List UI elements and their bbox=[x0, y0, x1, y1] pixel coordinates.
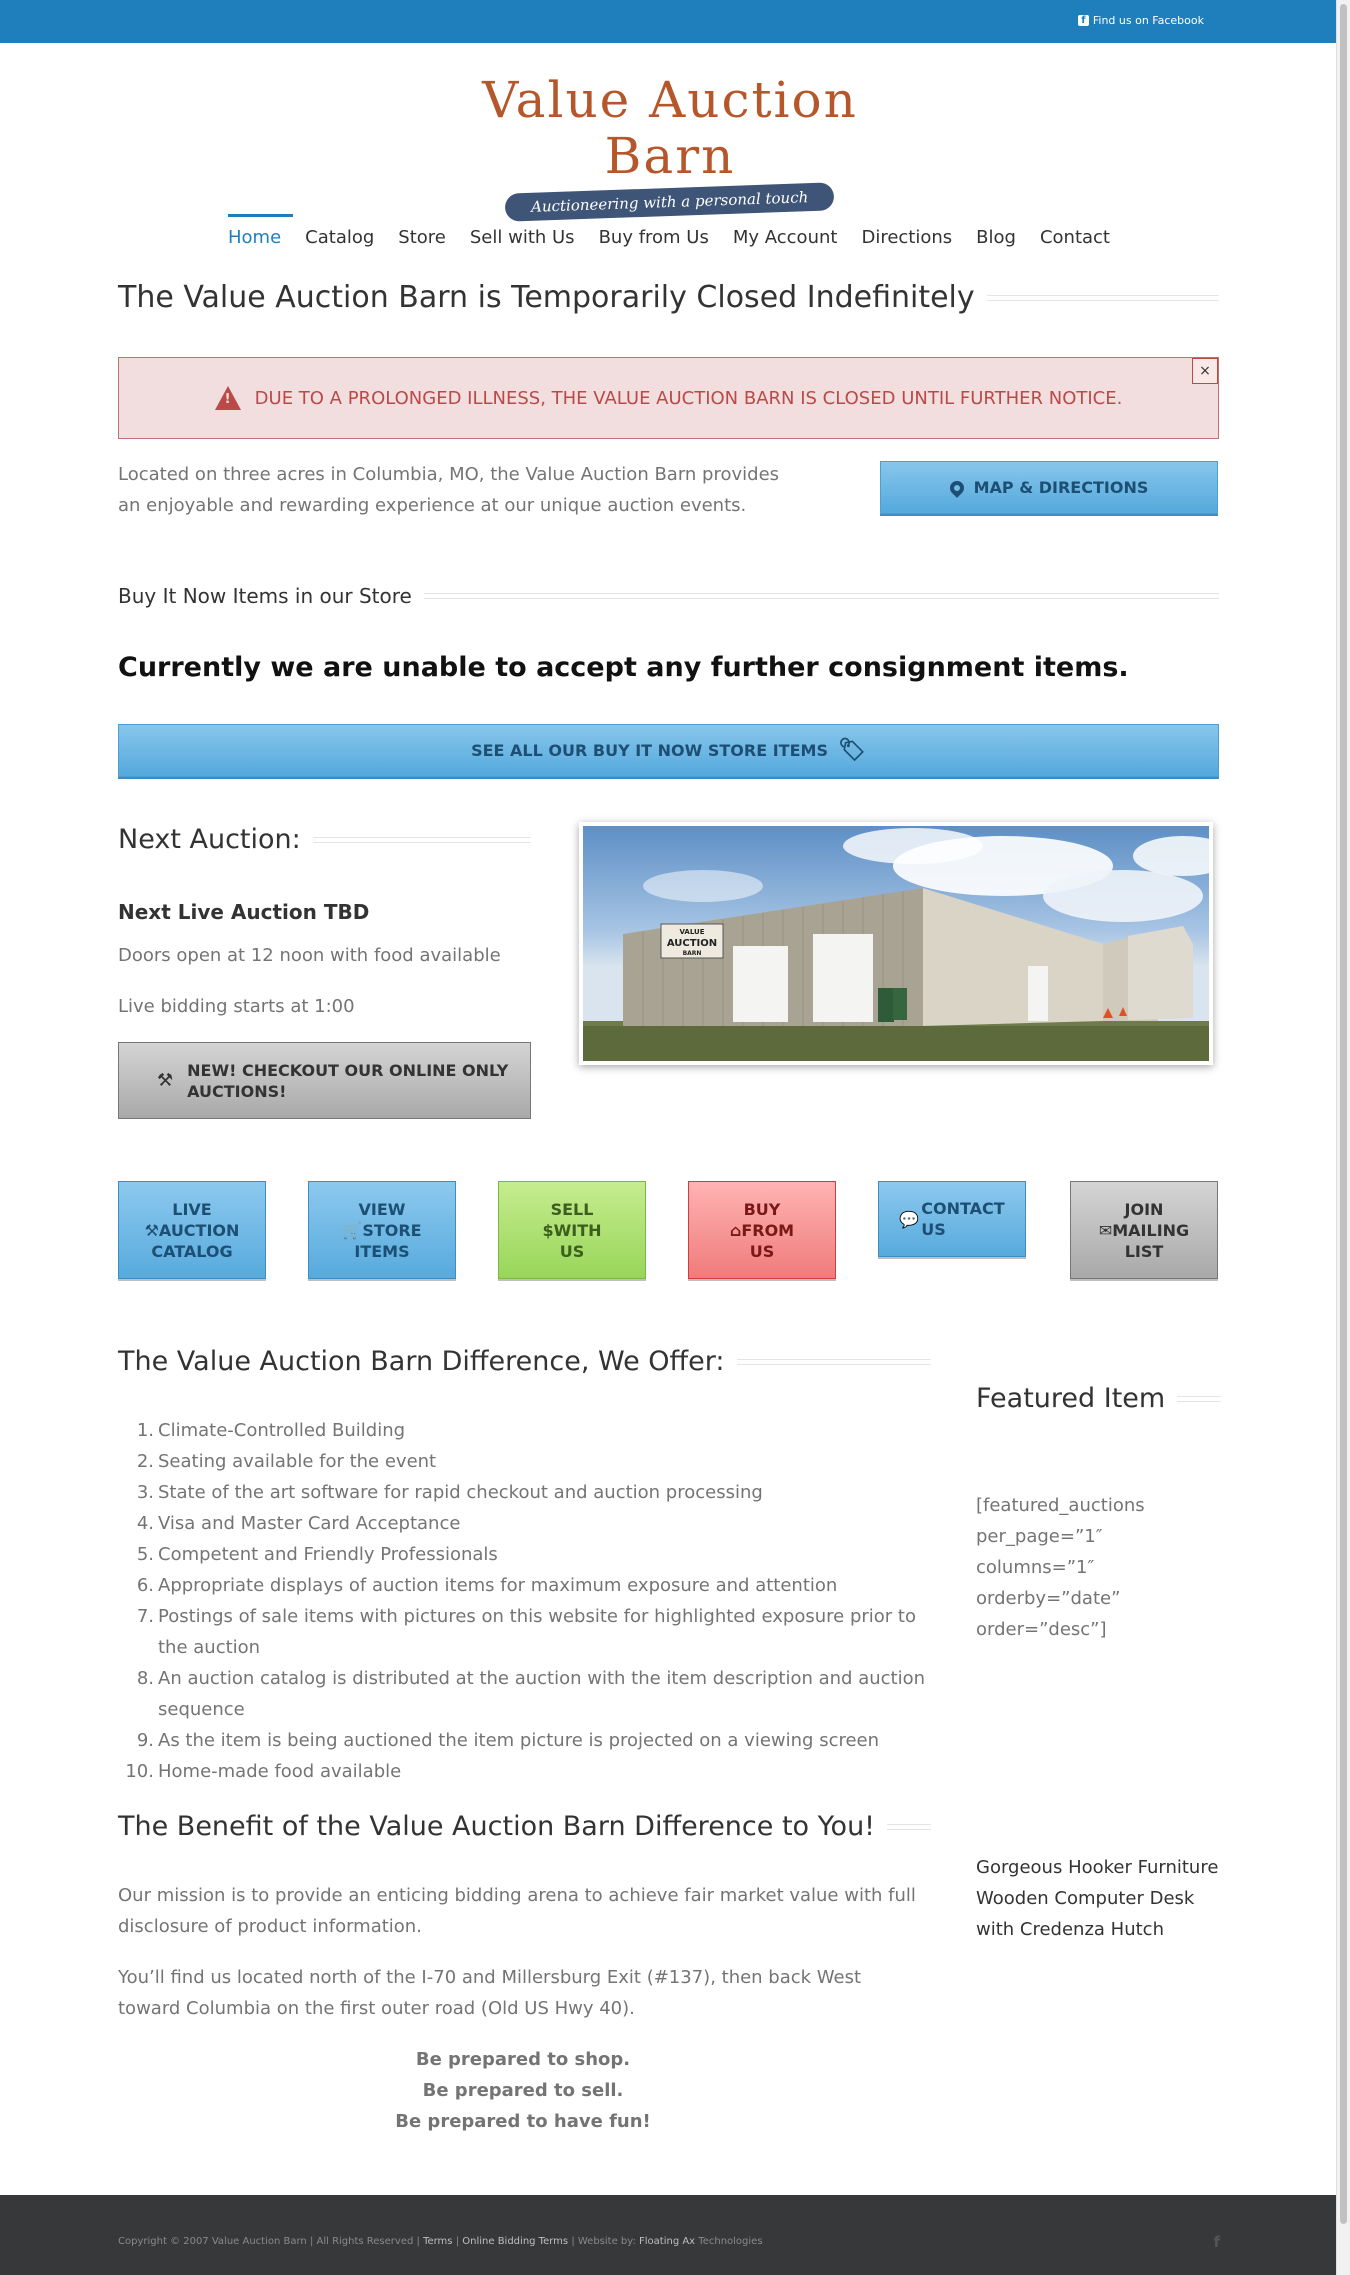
map-directions-label: MAP & DIRECTIONS bbox=[973, 478, 1149, 497]
store-heading-row bbox=[118, 584, 1219, 608]
site-logo[interactable] bbox=[440, 72, 900, 216]
store-items-button[interactable] bbox=[118, 724, 1219, 777]
barn-sign-line2: AUCTION bbox=[666, 938, 718, 949]
featured-heading-row bbox=[976, 1383, 1221, 1414]
dollar-icon: $ bbox=[542, 1220, 554, 1240]
next-auction-title: Next Live Auction TBD bbox=[118, 900, 370, 924]
alert-text: DUE TO A PROLONGED ILLNESS, THE VALUE AUCTION BARN IS CLOSED UNTIL FURTHER NOTICE. bbox=[254, 387, 1123, 409]
online-auctions-label: NEW! CHECKOUT OUR ONLINE ONLY AUCTIONS! bbox=[187, 1060, 509, 1101]
facebook-icon: f bbox=[1078, 15, 1089, 26]
home-icon: ⌂ bbox=[729, 1220, 742, 1240]
tile-sell-with-us-label: SELL $WITH US bbox=[542, 1199, 602, 1261]
next-auction-separator bbox=[313, 837, 531, 843]
logo-tagline: Auctioneering with a personal touch bbox=[505, 182, 835, 221]
footer-facebook-icon[interactable]: f bbox=[1213, 2233, 1220, 2251]
prepared-sell: Be prepared to sell. bbox=[422, 2080, 624, 2101]
tile-buy-from-us[interactable] bbox=[688, 1181, 836, 1279]
scrollbar[interactable] bbox=[1336, 0, 1350, 2275]
offers-list bbox=[118, 1415, 928, 1787]
mission-text: Our mission is to provide an enticing bidding arena to achieve fair market value with full disclosure of product information. bbox=[118, 1885, 916, 1937]
featured-separator bbox=[1177, 1396, 1221, 1402]
store-heading-separator bbox=[424, 593, 1219, 599]
nav-item-buy-from-us[interactable]: Buy from Us bbox=[598, 227, 709, 248]
list-item: Seating available for the event bbox=[158, 1451, 437, 1472]
closure-alert bbox=[118, 357, 1219, 439]
facebook-link[interactable] bbox=[1078, 14, 1204, 27]
intro-text: Located on three acres in Columbia, MO, the Value Auction Barn provides an enjoyable and rewarding experience at our unique auction events. bbox=[118, 464, 780, 516]
next-auction-heading: Next Auction: bbox=[118, 824, 301, 855]
auction-barn-photo bbox=[579, 822, 1213, 1065]
difference-separator bbox=[737, 1359, 932, 1365]
scrollbar-thumb[interactable] bbox=[1340, 4, 1347, 2224]
list-item: Home-made food available bbox=[158, 1761, 402, 1782]
featured-item-link[interactable]: Gorgeous Hooker Furniture Wooden Computer Desk with Credenza Hutch bbox=[976, 1857, 1219, 1940]
bidding-start-text: Live bidding starts at 1:00 bbox=[118, 996, 355, 1017]
tile-view-store-items[interactable] bbox=[308, 1181, 456, 1279]
gavel-icon: ⚒ bbox=[157, 1070, 174, 1091]
benefit-heading: The Benefit of the Value Auction Barn Difference to You! bbox=[118, 1811, 876, 1842]
tags-icon: 🏷 bbox=[837, 738, 866, 763]
tile-buy-from-us-label: BUY ⌂FROM US bbox=[729, 1199, 795, 1261]
doors-open-text: Doors open at 12 noon with food available bbox=[118, 945, 501, 966]
map-marker-icon bbox=[947, 478, 967, 498]
list-item: Visa and Master Card Acceptance bbox=[158, 1513, 461, 1534]
list-item: State of the art software for rapid checkout and auction processing bbox=[158, 1482, 763, 1503]
difference-heading-row bbox=[118, 1346, 931, 1377]
list-item: Postings of sale items with pictures on this website for highlighted exposure prior to the auction bbox=[158, 1606, 916, 1658]
difference-heading: The Value Auction Barn Difference, We Offer: bbox=[118, 1346, 725, 1377]
barn-illustration bbox=[583, 826, 1209, 1061]
benefit-heading-row bbox=[118, 1811, 931, 1842]
location-text: You’ll find us located north of the I-70 and Millersburg Exit (#137), then back West toward Columbia on the first outer road (Old US Hwy 40). bbox=[118, 1967, 862, 2019]
tile-join-mailing-list-label: JOIN ✉MAILING LIST bbox=[1098, 1199, 1190, 1261]
footer-company-link[interactable]: Floating Ax bbox=[639, 2236, 696, 2247]
warning-icon: ! bbox=[215, 386, 241, 410]
tile-live-auction-catalog[interactable] bbox=[118, 1181, 266, 1279]
tile-live-auction-catalog-label: LIVE ⚒AUCTION CATALOG bbox=[144, 1199, 240, 1261]
list-item: As the item is being auctioned the item picture is projected on a viewing screen bbox=[158, 1730, 880, 1751]
store-items-label: SEE ALL OUR BUY IT NOW STORE ITEMS bbox=[471, 741, 828, 760]
tile-contact-us-label: CONTACT US bbox=[921, 1199, 1005, 1239]
featured-shortcode: [featured_auctions per_page=”1″ columns=”1″ orderby=”date” order=”desc”] bbox=[976, 1495, 1145, 1640]
logo-title: Value Auction Barn bbox=[482, 71, 858, 185]
gavel-icon: ⚒ bbox=[144, 1220, 159, 1240]
tile-view-store-items-label: VIEW 🛒STORE ITEMS bbox=[342, 1199, 422, 1261]
chat-icon: 💬 bbox=[899, 1209, 920, 1229]
list-item: Competent and Friendly Professionals bbox=[158, 1544, 498, 1565]
tile-join-mailing-list[interactable] bbox=[1070, 1181, 1218, 1279]
nav-item-my-account[interactable]: My Account bbox=[732, 227, 838, 248]
barn-sign-line1: VALUE bbox=[679, 928, 705, 936]
prepared-shop: Be prepared to shop. bbox=[415, 2049, 631, 2070]
envelope-icon: ✉ bbox=[1098, 1220, 1113, 1240]
online-auctions-button[interactable] bbox=[118, 1042, 531, 1119]
map-directions-button[interactable] bbox=[880, 461, 1218, 514]
nav-item-catalog[interactable]: Catalog bbox=[305, 227, 375, 248]
top-bar bbox=[0, 0, 1336, 43]
nav-item-directions[interactable]: Directions bbox=[861, 227, 953, 248]
title-separator bbox=[987, 295, 1219, 301]
next-auction-heading-row bbox=[118, 824, 531, 855]
footer-copyright: Copyright © 2007 Value Auction Barn | All Rights Reserved | Terms | Online Bidding Terms | Website by: Floating Ax Technologies bbox=[118, 2236, 763, 2247]
nav-item-sell-with-us[interactable]: Sell with Us bbox=[469, 227, 575, 248]
main-nav bbox=[228, 214, 1122, 260]
benefit-separator bbox=[887, 1824, 931, 1830]
facebook-link-label: Find us on Facebook bbox=[1092, 14, 1204, 27]
store-heading: Buy It Now Items in our Store bbox=[118, 584, 412, 608]
page-title-row bbox=[118, 280, 1219, 315]
barn-sign-line3: BARN bbox=[682, 950, 702, 957]
cart-icon: 🛒 bbox=[342, 1220, 363, 1240]
list-item: Appropriate displays of auction items for maximum exposure and attention bbox=[158, 1575, 838, 1596]
page-title: The Value Auction Barn is Temporarily Closed Indefinitely bbox=[118, 280, 975, 315]
featured-heading: Featured Item bbox=[976, 1383, 1166, 1414]
list-item: An auction catalog is distributed at the auction with the item description and auction sequence bbox=[158, 1668, 926, 1720]
footer-online-terms-link[interactable]: Online Bidding Terms bbox=[462, 2236, 569, 2247]
list-item: Climate-Controlled Building bbox=[158, 1420, 406, 1441]
footer bbox=[0, 2195, 1336, 2275]
alert-close-button[interactable]: × bbox=[1192, 358, 1218, 384]
nav-item-blog[interactable]: Blog bbox=[976, 227, 1016, 248]
tile-contact-us[interactable] bbox=[878, 1181, 1026, 1257]
tile-sell-with-us[interactable] bbox=[498, 1181, 646, 1279]
nav-item-contact[interactable]: Contact bbox=[1039, 227, 1110, 248]
footer-terms-link[interactable]: Terms bbox=[423, 2236, 453, 2247]
nav-item-store[interactable]: Store bbox=[398, 227, 446, 248]
consignment-notice: Currently we are unable to accept any further consignment items. bbox=[118, 652, 1129, 683]
prepared-fun: Be prepared to have fun! bbox=[395, 2111, 651, 2132]
nav-item-home[interactable]: Home bbox=[228, 214, 293, 260]
